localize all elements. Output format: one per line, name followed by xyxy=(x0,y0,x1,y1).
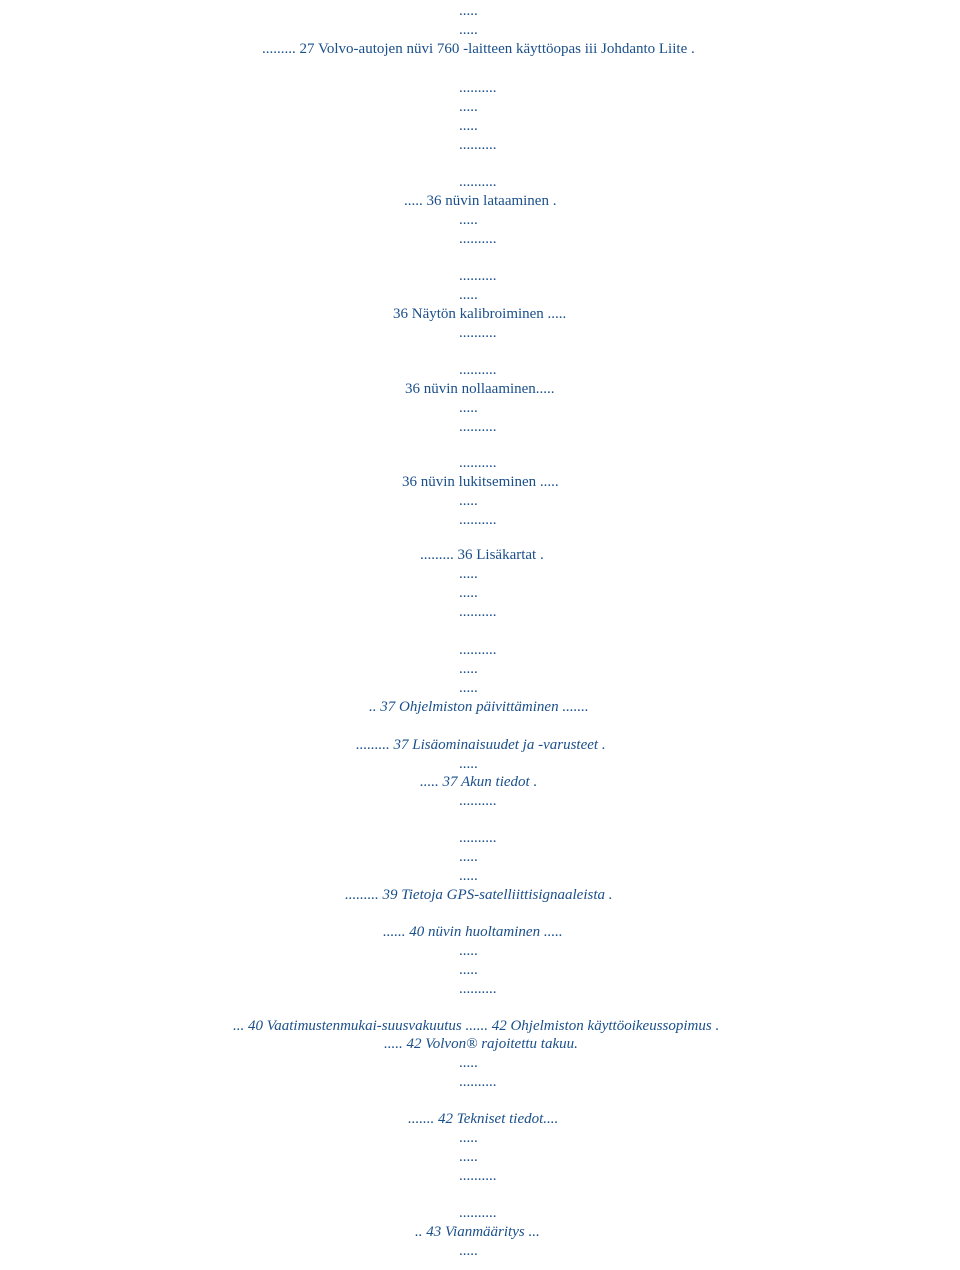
toc-line: ...... 40 nüvin huoltaminen ..... xyxy=(383,924,563,940)
toc-line: .......... xyxy=(459,137,497,153)
toc-line: .. 37 Ohjelmiston päivittäminen ....... xyxy=(369,699,589,715)
toc-line: .......... xyxy=(459,231,497,247)
toc-line: ..... xyxy=(459,212,478,228)
toc-line: 36 nüvin nollaaminen..... xyxy=(405,381,555,397)
toc-line: ......... 39 Tietoja GPS-satelliittisignaaleista . xyxy=(345,887,613,903)
toc-line: ..... xyxy=(459,868,478,884)
toc-line: ..... xyxy=(459,566,478,582)
toc-line: ..... xyxy=(459,493,478,509)
toc-line: .......... xyxy=(459,268,497,284)
toc-line: ..... 37 Akun tiedot . xyxy=(420,774,538,790)
toc-line: .......... xyxy=(459,1168,497,1184)
toc-line: .......... xyxy=(459,981,497,997)
toc-line: ..... xyxy=(459,99,478,115)
toc-line: .......... xyxy=(459,80,497,96)
toc-line: ....... 42 Tekniset tiedot.... xyxy=(408,1111,559,1127)
toc-line: ..... xyxy=(459,1055,478,1071)
toc-line: ..... xyxy=(459,118,478,134)
toc-line: ..... xyxy=(459,400,478,416)
toc-line: ..... xyxy=(459,1130,478,1146)
toc-line: .......... xyxy=(459,642,497,658)
toc-line: ..... xyxy=(459,1243,478,1259)
toc-line: .......... xyxy=(459,830,497,846)
toc-line: .......... xyxy=(459,455,497,471)
toc-line: .......... xyxy=(459,604,497,620)
toc-line: .......... xyxy=(459,1205,497,1221)
toc-line: .......... xyxy=(459,174,497,190)
toc-line: .......... xyxy=(459,362,497,378)
toc-line: ..... xyxy=(459,943,478,959)
toc-line: ..... xyxy=(459,962,478,978)
toc-line: ..... xyxy=(459,3,478,19)
toc-line: ..... xyxy=(459,849,478,865)
toc-line: ......... 27 Volvo-autojen nüvi 760 -laitteen käyttöopas iii Johdanto Liite . xyxy=(262,41,695,57)
toc-line: 36 Näytön kalibroiminen ..... xyxy=(393,306,567,322)
toc-line: ..... 36 nüvin lataaminen . xyxy=(404,193,557,209)
toc-line: .. 43 Vianmääritys ... xyxy=(415,1224,540,1240)
toc-line: ..... xyxy=(459,680,478,696)
toc-line: ..... xyxy=(459,287,478,303)
toc-line: ......... 37 Lisäominaisuudet ja -varusteet . xyxy=(356,737,606,753)
toc-line: .......... xyxy=(459,793,497,809)
toc-line: ..... xyxy=(459,1149,478,1165)
toc-line: .......... xyxy=(459,1074,497,1090)
toc-line: ..... xyxy=(459,22,478,38)
toc-line: .......... xyxy=(459,419,497,435)
toc-line: ......... 36 Lisäkartat . xyxy=(420,547,544,563)
toc-line: ..... xyxy=(459,756,478,772)
toc-line: .......... xyxy=(459,325,497,341)
toc-line: .......... xyxy=(459,512,497,528)
toc-line: ..... 42 Volvon® rajoitettu takuu. xyxy=(384,1036,578,1052)
toc-line: ... 40 Vaatimustenmukai-suusvakuutus ...... 42 Ohjelmiston käyttöoikeussopimus . xyxy=(233,1018,720,1034)
toc-line: ..... xyxy=(459,661,478,677)
toc-line: ..... xyxy=(459,585,478,601)
toc-line: 36 nüvin lukitseminen ..... xyxy=(402,474,559,490)
